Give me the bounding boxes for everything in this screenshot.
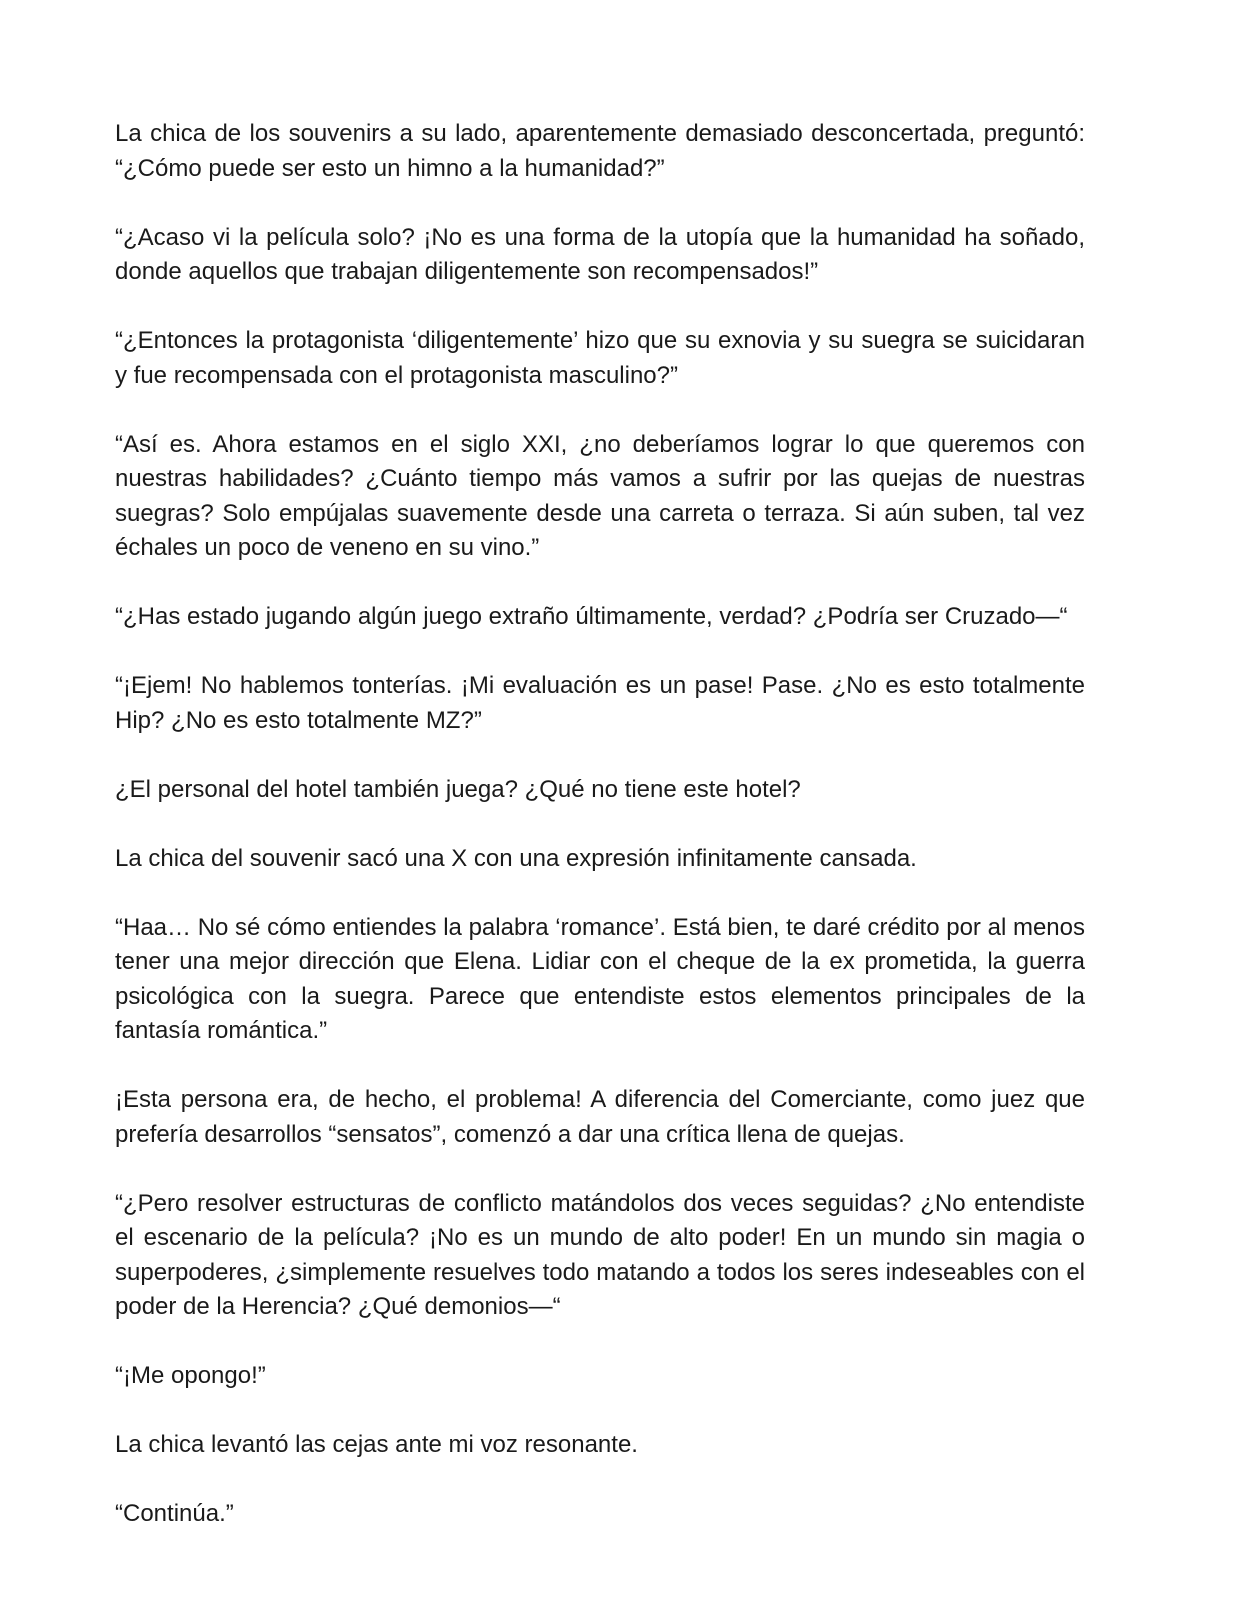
paragraph-12: “¡Me opongo!” (115, 1362, 266, 1389)
paragraph-2: “¿Acaso vi la película solo? ¡No es una forma de la utopía que la humanidad ha soñado, donde aquellos que trabajan diligentemente son recompensados!” (115, 223, 1085, 285)
paragraph-1: La chica de los souvenirs a su lado, aparentemente demasiado desconcertada, preguntó: “¿Cómo puede ser esto un himno a la humanidad?” (115, 120, 1085, 182)
paragraph-3: “¿Entonces la protagonista ‘diligentemente’ hizo que su exnovia y su suegra se suicidaran y fue recompensada con el protagonista masculino?” (115, 327, 1085, 389)
paragraph-14: “Continúa.” (115, 1500, 234, 1527)
paragraph-9: “Haa… No sé cómo entiendes la palabra ‘romance’. Está bien, te daré crédito por al menos tener una mejor dirección que Elena. Lidiar con el cheque de la ex prometida, la guerra psicológica con la suegra. Parece que entendiste estos elementos principales de la fantasía romántica.” (115, 913, 1085, 1044)
paragraph-11: “¿Pero resolver estructuras de conflicto matándolos dos veces seguidas? ¿No entendiste el escenario de la película? ¡No es un mundo de alto poder! En un mundo sin magia o superpoderes, ¿simplemente resuelves todo matando a todos los seres indeseables con el poder de la Herencia? ¿Qué demonios—“ (115, 1189, 1085, 1320)
paragraph-10: ¡Esta persona era, de hecho, el problema! A diferencia del Comerciante, como juez que prefería desarrollos “sensatos”, comenzó a dar una crítica llena de quejas. (115, 1086, 1085, 1148)
paragraph-6: “¡Ejem! No hablemos tonterías. ¡Mi evaluación es un pase! Pase. ¿No es esto totalmente Hip? ¿No es esto totalmente MZ?” (115, 672, 1085, 734)
paragraph-8: La chica del souvenir sacó una X con una expresión infinitamente cansada. (115, 844, 917, 872)
paragraph-7: ¿El personal del hotel también juega? ¿Qué no tiene este hotel? (115, 775, 801, 803)
paragraph-13: La chica levantó las cejas ante mi voz resonante. (115, 1431, 638, 1458)
paragraph-4: “Así es. Ahora estamos en el siglo XXI, ¿no deberíamos lograr lo que queremos con nuestras habilidades? ¿Cuánto tiempo más vamos a sufrir por las quejas de nuestras suegras? Solo empújalas suavemente desde una carreta o terraza. Si aún suben, tal vez échales un poco de veneno en su vino.” (115, 430, 1085, 561)
document-body (115, 117, 1085, 1532)
paragraph-5: “¿Has estado jugando algún juego extraño últimamente, verdad? ¿Podría ser Cruzado—“ (115, 603, 1068, 630)
